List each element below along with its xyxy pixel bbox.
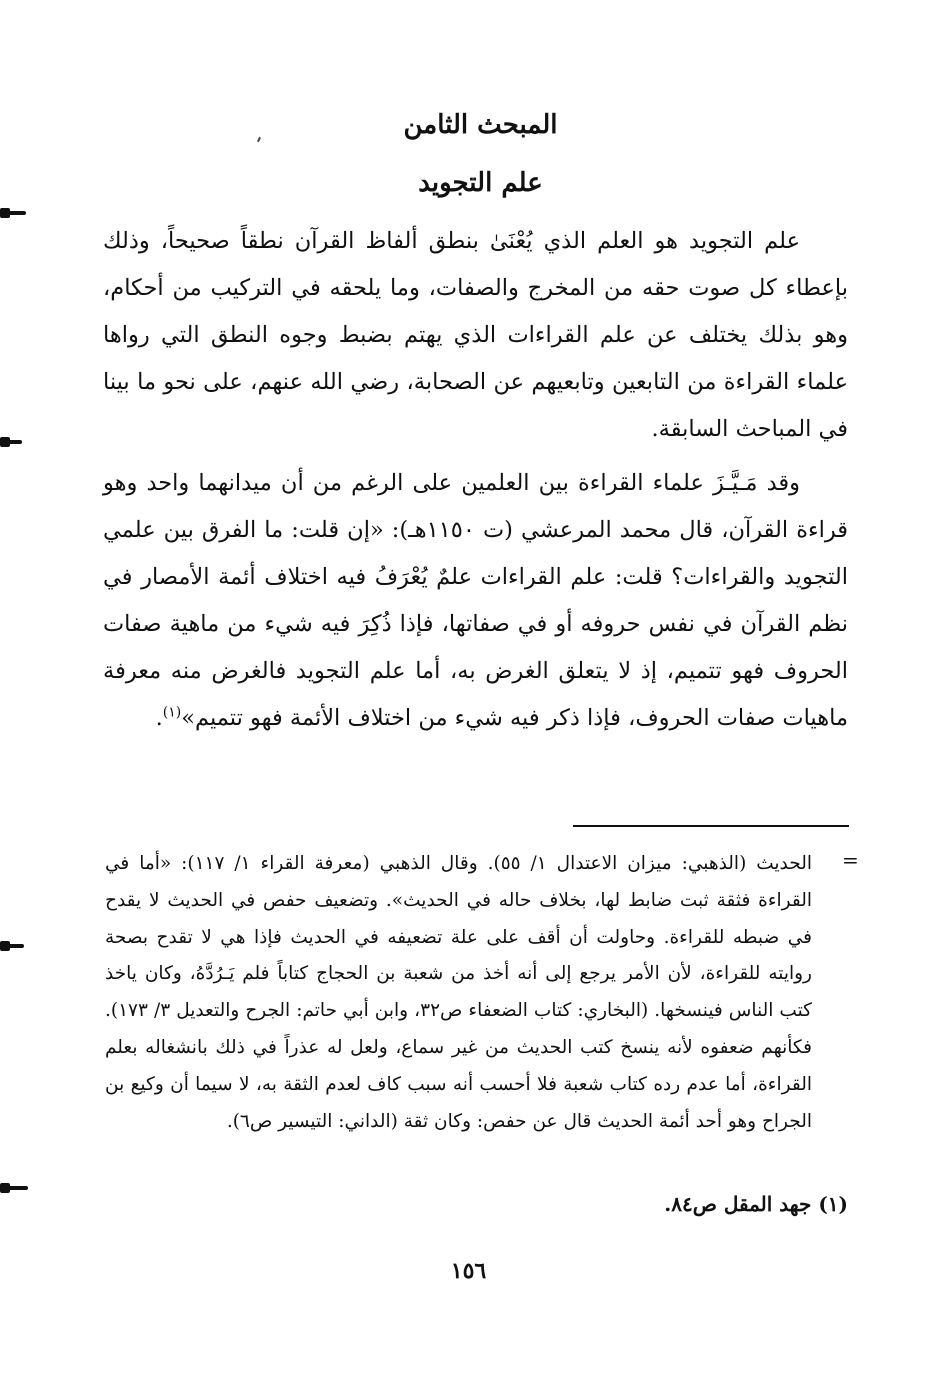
footnote-separator <box>573 825 849 827</box>
scan-edge-mark <box>0 211 26 215</box>
page-number: ١٥٦ <box>450 1258 487 1284</box>
scan-edge-mark <box>0 1186 28 1190</box>
scan-edge-mark <box>0 440 22 444</box>
body-paragraph-2 <box>103 460 848 742</box>
footnote-continuation: الحديث (الذهبي: ميزان الاعتدال ١/ ٥٥). وقال الذهبي (معرفة القراء ١/ ١١٧): «أما في القراءة فثقة ثبت ضابط لها، بخلاف حاله في الحديث». وتضعيف حفص في الحديث لا يقدح في ضبطه للقراءة. وحاولت أن أقف على علة تضعيفه في الحديث فإذا هي لا تقدح بصحة روايته للقراءة، لأن الأمر يرجع إلى أنه أخذ من شعبة بن الحجاج كتاباً فلم يَـرُدَّهُ، وكان ياخذ كتب الناس فينسخها. (البخاري: كتاب الضعفاء ص٣٢، وابن أبي حاتم: الجرح والتعديل ٣/ ١٧٣). فكأنهم ضعفوه لأنه ينسخ كتب الحديث من غير سماع، ولعل له عذراً في ذلك بانشغاله بعلم القراءة، أما عدم رده كتاب شعبة فلا أحسب أنه سبب كاف لعدم الثقة به، لا سيما أن وكيع بن الجراح وهو أحد أئمة الحديث قال عن حفص: وكان ثقة (الداني: التيسير ص٦). <box>105 853 812 1132</box>
scan-edge-mark <box>0 944 24 948</box>
footnote-continuation-mark: = <box>842 848 859 872</box>
footnote-1: (١) جهد المقل ص٨٤. <box>664 1192 848 1216</box>
footnote-ref-1[interactable]: (١) <box>162 704 182 721</box>
paragraph-2-end: . <box>155 705 163 731</box>
section-subtitle: علم التجويد <box>418 168 543 198</box>
section-title: المبحث الثامن <box>403 110 558 140</box>
paragraph-2-text: وقد مَـيَّـزَ علماء القراءة بين العلمين على الرغم من أن ميدانهما واحد وهو قراءة القرآن، قال محمد المرعشي (ت ١١٥٠هـ): «إن قلت: ما الفرق بين علمي التجويد والقراءات؟ قلت: علم القراءات علمٌ يُعْرَفُ فيه اختلاف أئمة الأمصار في نظم القرآن في نفس حروفه أو في صفاتها، فإذا ذُكِرَ فيه شيء من ماهية صفات الحروف فهو تتميم، إذ لا يتعلق الغرض به، أما علم التجويد فالغرض منه معرفة ماهيات صفات الحروف، فإذا ذكر فيه شيء من اختلاف الأئمة فهو تتميم» <box>103 470 848 731</box>
body-paragraph-1: علم التجويد هو العلم الذي يُعْنَىٰ بنطق ألفاظ القرآن نطقاً صحيحاً، وذلك بإعطاء كل صوت حقه من المخرج والصفات، وما يلحقه في التركيب من أحكام، وهو بذلك يختلف عن علم القراءات الذي يهتم بضبط وجوه النطق التي رواها علماء القراءة من التابعين وتابعيهم عن الصحابة، رضي الله عنهم، على نحو ما بينا في المباحث السابقة. <box>103 228 848 442</box>
